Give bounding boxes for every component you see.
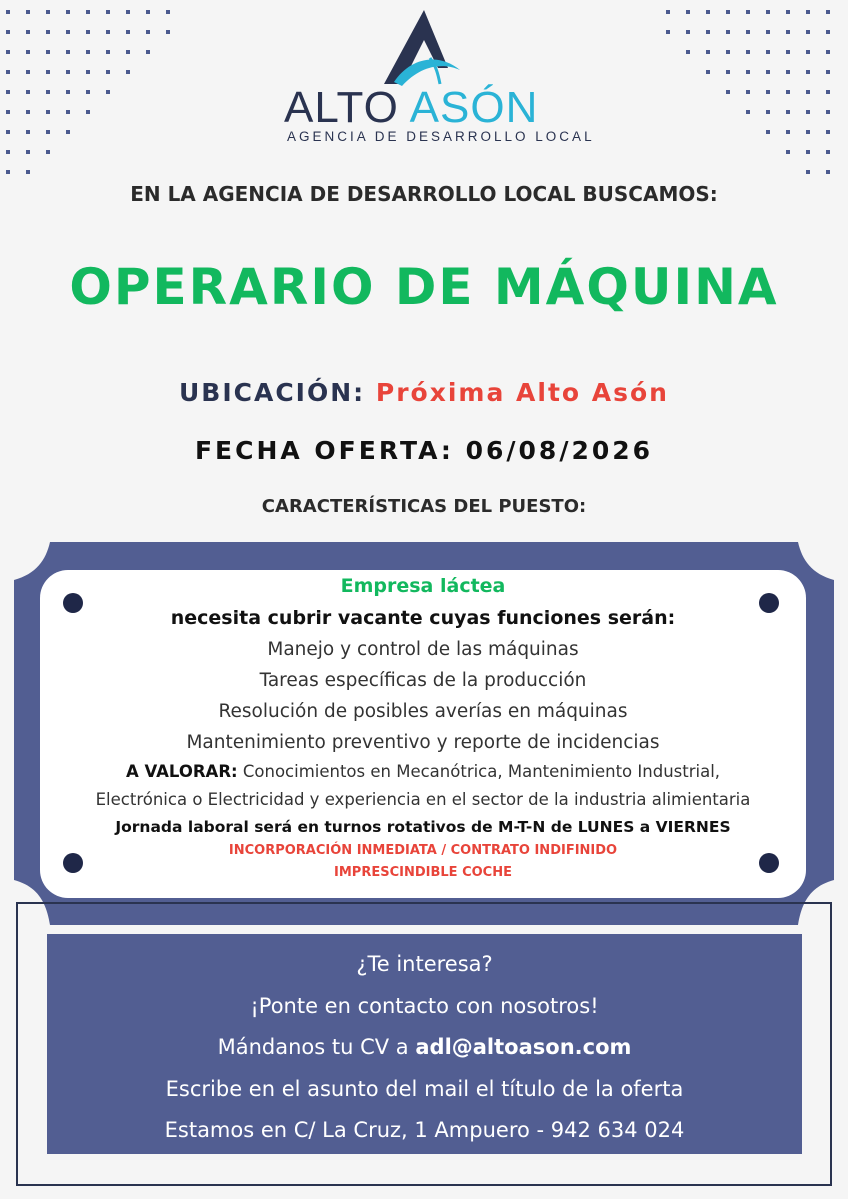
logo-tagline: AGENCIA DE DESARROLLO LOCAL xyxy=(287,129,595,144)
function-item: Manejo y control de las máquinas xyxy=(267,639,579,660)
offer-date-line xyxy=(0,436,848,465)
decor-dot xyxy=(826,170,830,174)
page-headline: EN LA AGENCIA DE DESARROLLO LOCAL BUSCAMOS: xyxy=(130,182,718,206)
contract-note: INCORPORACIÓN INMEDIATA / CONTRATO INDIFINIDO xyxy=(228,843,618,858)
location-label: UBICACIÓN: xyxy=(178,378,366,407)
logo-brand-name: ALTO ASÓN xyxy=(284,83,539,132)
decor-dot xyxy=(806,170,810,174)
valued-label: A VALORAR: xyxy=(125,762,238,781)
function-item: Resolución de posibles averías en máquinas xyxy=(218,701,628,722)
characteristics-heading: CARACTERÍSTICAS DEL PUESTO: xyxy=(261,496,587,517)
decor-dot xyxy=(6,170,10,174)
offer-date-label: FECHA OFERTA: xyxy=(194,436,454,465)
car-requirement: IMPRESCINDIBLE COCHE xyxy=(334,865,512,880)
contact-subject-note: Escribe en el asunto del mail el título de la oferta xyxy=(165,1076,684,1101)
decor-dot xyxy=(26,170,30,174)
function-item: Tareas específicas de la producción xyxy=(259,670,587,691)
details-intro: necesita cubrir vacante cuyas funciones serán: xyxy=(170,607,676,629)
company-type: Empresa láctea xyxy=(340,575,506,597)
valued-skills-line1: A VALORAR: Conocimientos en Mecanótrica, Mantenimiento Industrial, xyxy=(125,762,721,781)
offer-date-value: 06/08/2026 xyxy=(465,436,654,465)
contact-cv-line: Mándanos tu CV a adl@altoason.com xyxy=(217,1035,632,1059)
logo-mountain-icon xyxy=(380,8,470,88)
logo xyxy=(0,0,848,160)
contact-question: ¿Te interesa? xyxy=(356,952,493,976)
contact-email-link[interactable]: adl@altoason.com xyxy=(415,1035,632,1059)
job-title: OPERARIO DE MÁQUINA xyxy=(69,258,779,316)
valued-skills-line2: Electrónica o Electricidad y experiencia en el sector de la industria alimientaria xyxy=(95,790,751,809)
location-line xyxy=(0,378,848,407)
contact-invite: ¡Ponte en contacto con nosotros! xyxy=(250,993,599,1018)
contact-address: Estamos en C/ La Cruz, 1 Ampuero - 942 634 024 xyxy=(164,1118,685,1142)
function-item: Mantenimiento preventivo y reporte de incidencias xyxy=(186,732,660,753)
job-details xyxy=(40,570,806,884)
location-value: Próxima Alto Asón xyxy=(375,378,669,407)
contact-box xyxy=(47,934,802,1154)
schedule: Jornada laboral será en turnos rotativos de M-T-N de LUNES a VIERNES xyxy=(115,818,731,836)
